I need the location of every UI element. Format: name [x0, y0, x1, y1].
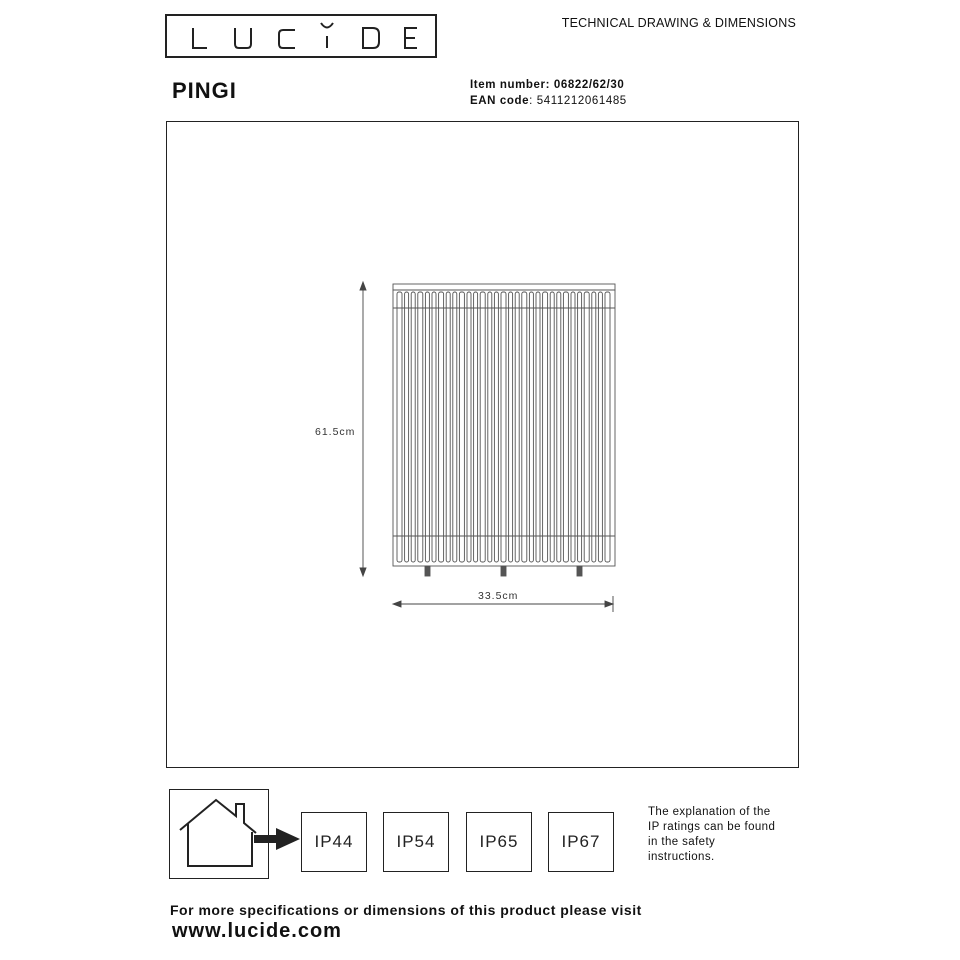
logo-lettering	[167, 16, 439, 60]
lamp-slat	[529, 292, 533, 562]
lamp-slat	[515, 292, 519, 562]
lamp-slat	[592, 292, 596, 562]
lamp-slat	[571, 292, 575, 562]
ean-code-label: EAN code	[470, 95, 530, 107]
lamp-slat	[563, 292, 568, 562]
lamp-slat	[488, 292, 492, 562]
height-dimension-line	[360, 282, 366, 576]
item-number	[470, 79, 624, 91]
width-dimension-label: 33.5cm	[478, 590, 519, 602]
lamp-slat	[501, 292, 506, 562]
brand-logo	[165, 14, 437, 58]
ip65-box: IP65	[466, 812, 532, 872]
lamp-slat	[480, 292, 485, 562]
lamp-drawing	[167, 122, 800, 769]
ip54-box: IP54	[383, 812, 449, 872]
lamp-top-rim	[393, 284, 615, 290]
lamp-foot	[425, 566, 430, 576]
lamp-slat	[509, 292, 513, 562]
lamp-slat	[474, 292, 478, 562]
ip67-box: IP67	[548, 812, 614, 872]
lamp-slat	[605, 292, 610, 562]
lamp-foot	[577, 566, 582, 576]
item-number-value: 06822/62/30	[553, 79, 625, 91]
item-number-label: Item number:	[470, 79, 551, 91]
lamp-slat	[557, 292, 561, 562]
lamp-slat	[543, 292, 548, 562]
lamp-slat	[598, 292, 602, 562]
lamp-slat	[418, 292, 423, 562]
lamp-slat	[522, 292, 527, 562]
lamp-slat	[536, 292, 540, 562]
lamp-slat	[459, 292, 464, 562]
ip-note-line: The explanation of the	[648, 806, 771, 818]
ip44-box: IP44	[301, 812, 367, 872]
lamp-slat	[584, 292, 589, 562]
lamp-slat	[405, 292, 409, 562]
document-type-label: TECHNICAL DRAWING & DIMENSIONS	[561, 16, 796, 30]
website-link[interactable]: www.lucide.com	[172, 920, 342, 942]
ip-note-line: IP ratings can be found	[648, 821, 776, 833]
lamp-slat	[467, 292, 471, 562]
height-dimension-label: 61.5cm	[315, 426, 356, 438]
lamp-slat	[453, 292, 457, 562]
lamp-slat	[578, 292, 582, 562]
ean-code-value: : 5411212061485	[529, 95, 627, 107]
ip-rating-note	[648, 805, 798, 865]
lamp-outline	[393, 284, 615, 576]
lamp-slat	[411, 292, 415, 562]
ip-note-line: instructions.	[648, 851, 715, 863]
lamp-slat	[397, 292, 402, 562]
lamp-slat	[439, 292, 444, 562]
lamp-foot	[501, 566, 506, 576]
lamp-slat	[494, 292, 498, 562]
lamp-slat	[550, 292, 554, 562]
lamp-slat	[432, 292, 436, 562]
arrow-right-icon	[252, 826, 302, 852]
lamp-slat	[425, 292, 429, 562]
product-name: PINGI	[172, 78, 237, 103]
ean-code	[470, 95, 627, 107]
lamp-slat	[446, 292, 450, 562]
ip-note-line: in the safety	[648, 836, 716, 848]
footer-text: For more specifications or dimensions of this product please visit	[170, 902, 642, 918]
drawing-frame	[166, 121, 799, 768]
